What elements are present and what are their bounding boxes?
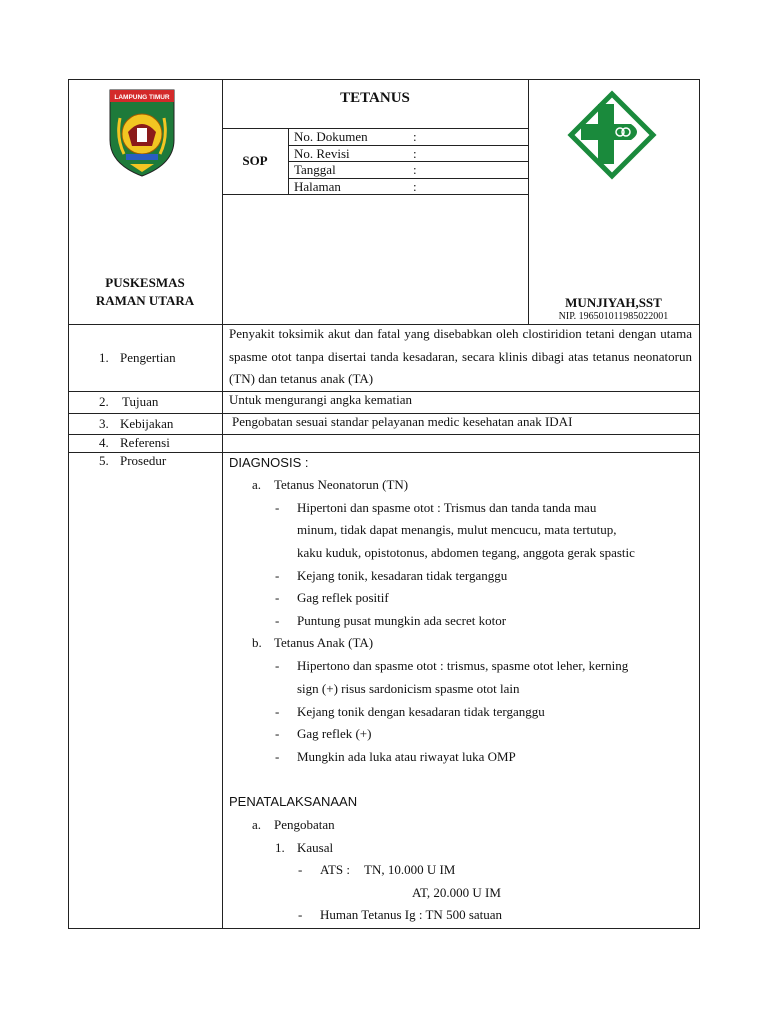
field-no-dokumen: No. Dokumen <box>294 129 368 144</box>
field-tanggal-sep: : <box>413 162 417 177</box>
dash-marker: - <box>275 726 280 741</box>
diagnosis-heading: DIAGNOSIS : <box>229 455 309 470</box>
dash-marker: - <box>275 568 280 583</box>
row-label-tujuan: Tujuan <box>122 394 159 409</box>
row-num-tujuan: 2. <box>99 394 109 409</box>
ats-tn: TN, 10.000 U IM <box>364 862 456 877</box>
diagnosis-a-title: Tetanus Neonatorun (TN) <box>274 477 409 492</box>
b-item-1: Hipertono dan spasme otot : trismus, spasme otot leher, kerning <box>297 658 629 673</box>
pengertian-text: Penyakit toksimik akut dan fatal yang disebabkan oleh clostiridion tetani dengan utama spasme otot tanpa disertai tanda kesadaran, secara klinis dibagi atas tetanus neonatorun (TN) dan tetanus anak (TA) <box>229 326 692 386</box>
a-item-1-cont: minum, tidak dapat menangis, mulut mencucu, mata tertutup, <box>297 522 617 537</box>
b-item-1-cont: sign (+) risus sardonicism spasme otot lain <box>297 681 520 696</box>
a-item-2: Kejang tonik, kesadaran tidak terganggu <box>297 568 508 583</box>
field-no-revisi: No. Revisi <box>294 146 350 161</box>
row-num-pengertian: 1. <box>99 350 109 365</box>
org-name-line1: PUSKESMAS <box>105 275 185 290</box>
signer-name: MUNJIYAH,SST <box>565 295 662 310</box>
a-item-1: Hipertoni dan spasme otot : Trismus dan tanda tanda mau <box>297 500 597 515</box>
row-label-kebijakan: Kebijakan <box>120 416 174 431</box>
row-label-prosedur: Prosedur <box>120 453 167 468</box>
pengobatan-marker: a. <box>252 817 262 832</box>
diagnosis-a-marker: a. <box>252 477 262 492</box>
page-title: TETANUS <box>340 90 410 106</box>
field-halaman-sep: : <box>413 179 417 194</box>
kebijakan-text: Pengobatan sesuai standar pelayanan medic kesehatan anak IDAI <box>232 414 573 429</box>
kausal-title: Kausal <box>297 840 334 855</box>
row-num-kebijakan: 3. <box>99 416 109 431</box>
dash-marker: - <box>275 613 280 628</box>
row-label-referensi: Referensi <box>120 435 170 450</box>
diagnosis-b-title: Tetanus Anak (TA) <box>274 635 374 650</box>
dash-marker: - <box>275 590 280 605</box>
ats-label: ATS : <box>320 862 350 877</box>
lampung-timur-logo <box>106 88 178 178</box>
b-item-2: Kejang tonik dengan kesadaran tidak terganggu <box>297 704 545 719</box>
puskesmas-cross-logo <box>567 90 657 180</box>
ats-at: AT, 20.000 U IM <box>412 885 501 900</box>
a-item-1-cont2: kaku kuduk, opistotonus, abdomen tegang, anggota gerak spastic <box>297 545 635 560</box>
dash-marker: - <box>275 749 280 764</box>
field-no-dokumen-sep: : <box>413 129 417 144</box>
a-item-4: Puntung pusat mungkin ada secret kotor <box>297 613 507 628</box>
pengobatan-title: Pengobatan <box>274 817 335 832</box>
tujuan-text: Untuk mengurangi angka kematian <box>229 392 413 407</box>
field-halaman: Halaman <box>294 179 341 194</box>
field-no-revisi-sep: : <box>413 146 417 161</box>
field-tanggal: Tanggal <box>294 162 336 177</box>
org-name-line2: RAMAN UTARA <box>95 293 195 308</box>
dash-marker: - <box>275 704 280 719</box>
a-item-3: Gag reflek positif <box>297 590 389 605</box>
row-label-pengertian: Pengertian <box>120 350 176 365</box>
row-num-referensi: 4. <box>99 435 109 450</box>
dash-marker: - <box>275 658 280 673</box>
dash-marker: - <box>275 500 280 515</box>
dash-marker: - <box>298 907 303 922</box>
human-ig: Human Tetanus Ig : TN 500 satuan <box>320 907 503 922</box>
sop-label: SOP <box>242 153 268 168</box>
diagnosis-b-marker: b. <box>252 635 262 650</box>
dash-marker: - <box>298 862 303 877</box>
row-num-prosedur: 5. <box>99 453 109 468</box>
signer-nip: NIP. 196501011985022001 <box>558 311 669 322</box>
kausal-marker: 1. <box>275 840 285 855</box>
logo-banner-text: LAMPUNG TIMUR <box>114 94 170 101</box>
penatalaksanaan-heading: PENATALAKSANAAN <box>229 794 358 809</box>
b-item-4: Mungkin ada luka atau riwayat luka OMP <box>297 749 516 764</box>
b-item-3: Gag reflek (+) <box>297 726 372 741</box>
